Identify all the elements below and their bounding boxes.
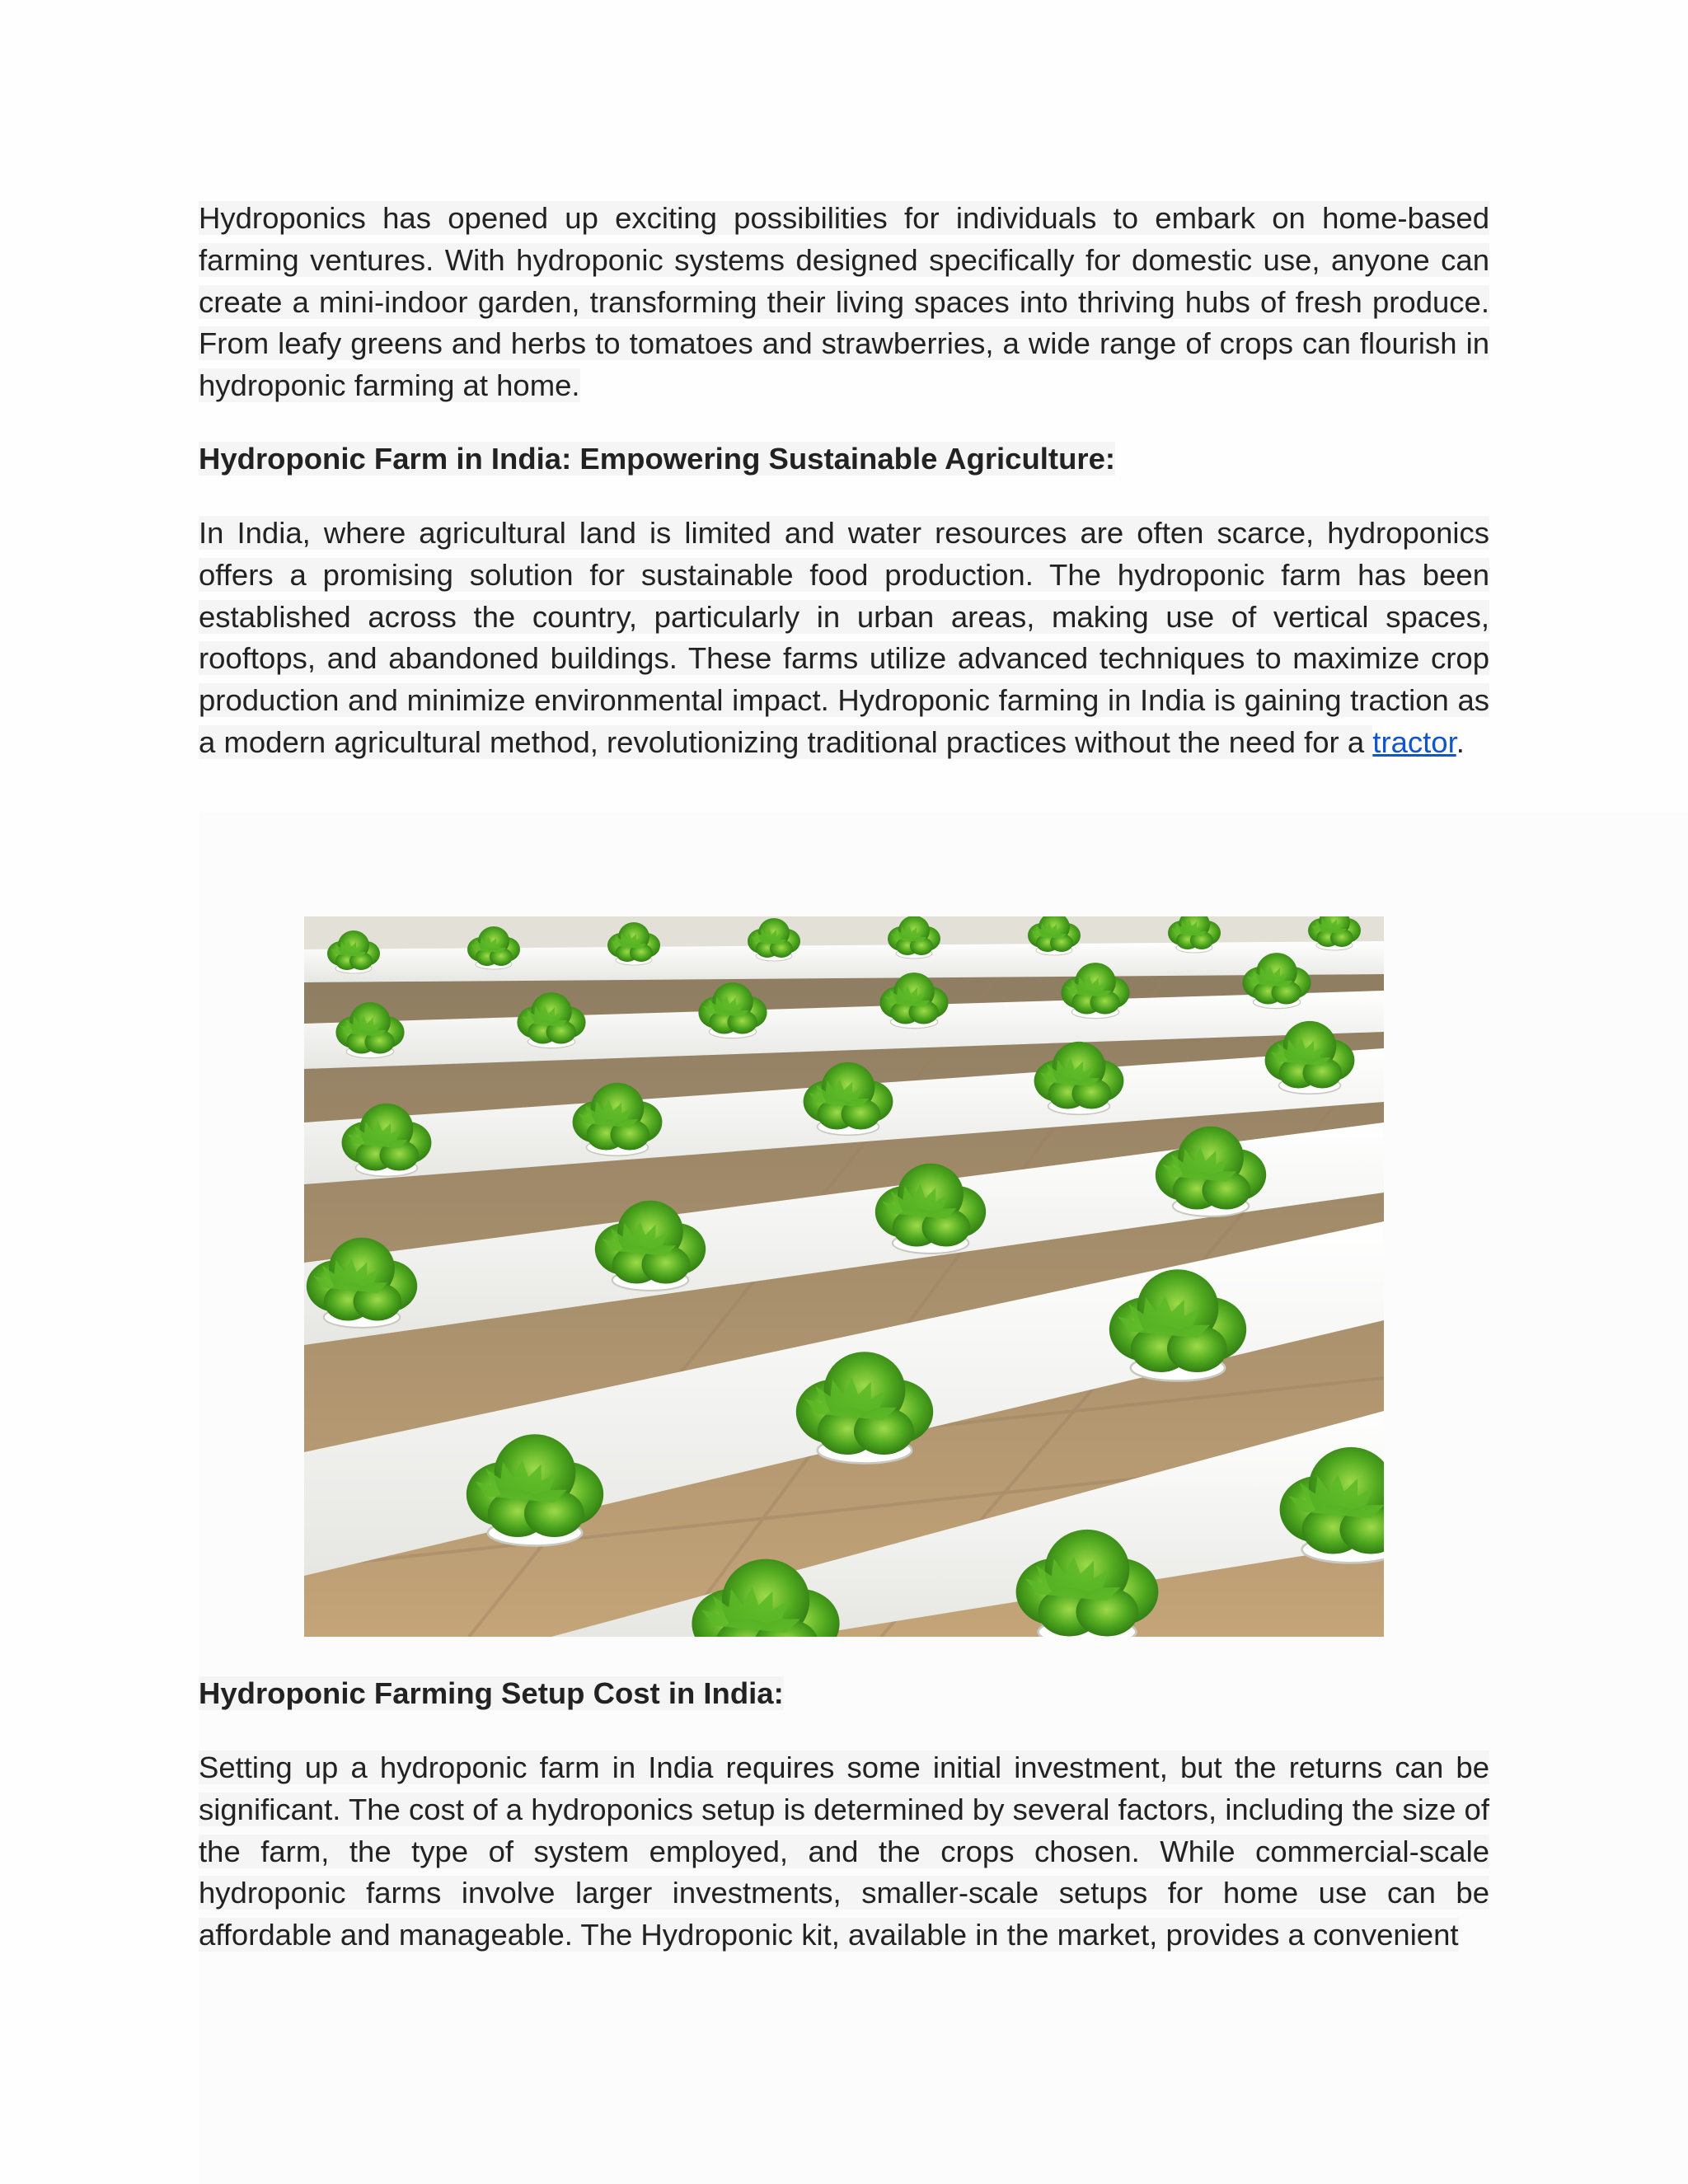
cost-paragraph bbox=[199, 1747, 1489, 1957]
heading-cost bbox=[199, 1673, 1489, 1714]
cost-paragraph-text: Setting up a hydroponic farm in India requires some initial investment, but the returns can be significant. The cost of a hydroponics setup is determined by several factors, including the size of the farm, the type of system employed, and the crops chosen. While commercial-scale hydroponic farms involve larger investments, smaller-scale setups for home use can be affordable and manageable. The Hydroponic kit, available in the market, provides a convenient bbox=[199, 1750, 1489, 1952]
hydroponic-lettuce-image bbox=[304, 916, 1384, 1637]
tractor-link[interactable]: tractor bbox=[1372, 724, 1456, 759]
heading-india bbox=[199, 438, 1489, 480]
hydroponic-lettuce-photo-icon bbox=[304, 916, 1384, 1637]
heading-cost-text: Hydroponic Farming Setup Cost in India: bbox=[199, 1676, 784, 1710]
intro-paragraph bbox=[199, 198, 1489, 407]
heading-india-text: Hydroponic Farm in India: Empowering Sustainable Agriculture: bbox=[199, 441, 1116, 476]
intro-paragraph-text: Hydroponics has opened up exciting possibilities for individuals to embark on home-based farming ventures. With hydroponic systems designed specifically for domestic use, anyone can create a mini-indoor garden, transforming their living spaces into thriving hubs of fresh produce. From leafy greens and herbs to tomatoes and strawberries, a wide range of crops can flourish in hydroponic farming at home. bbox=[199, 201, 1489, 403]
india-paragraph-end: . bbox=[1456, 724, 1465, 759]
cost-section bbox=[199, 1673, 1489, 1957]
india-paragraph-text: In India, where agricultural land is limited and water resources are often scarce, hydroponics offers a promising solution for sustainable food production. The hydroponic farm has been established across the country, particularly in urban areas, making use of vertical spaces, rooftops, and abandoned buildings. These farms utilize advanced techniques to maximize crop production and minimize environmental impact. Hydroponic farming in India is gaining traction as a modern agricultural method, revolutionizing traditional practices without the need for a bbox=[199, 515, 1489, 759]
document-body bbox=[199, 198, 1489, 764]
india-paragraph bbox=[199, 513, 1489, 764]
